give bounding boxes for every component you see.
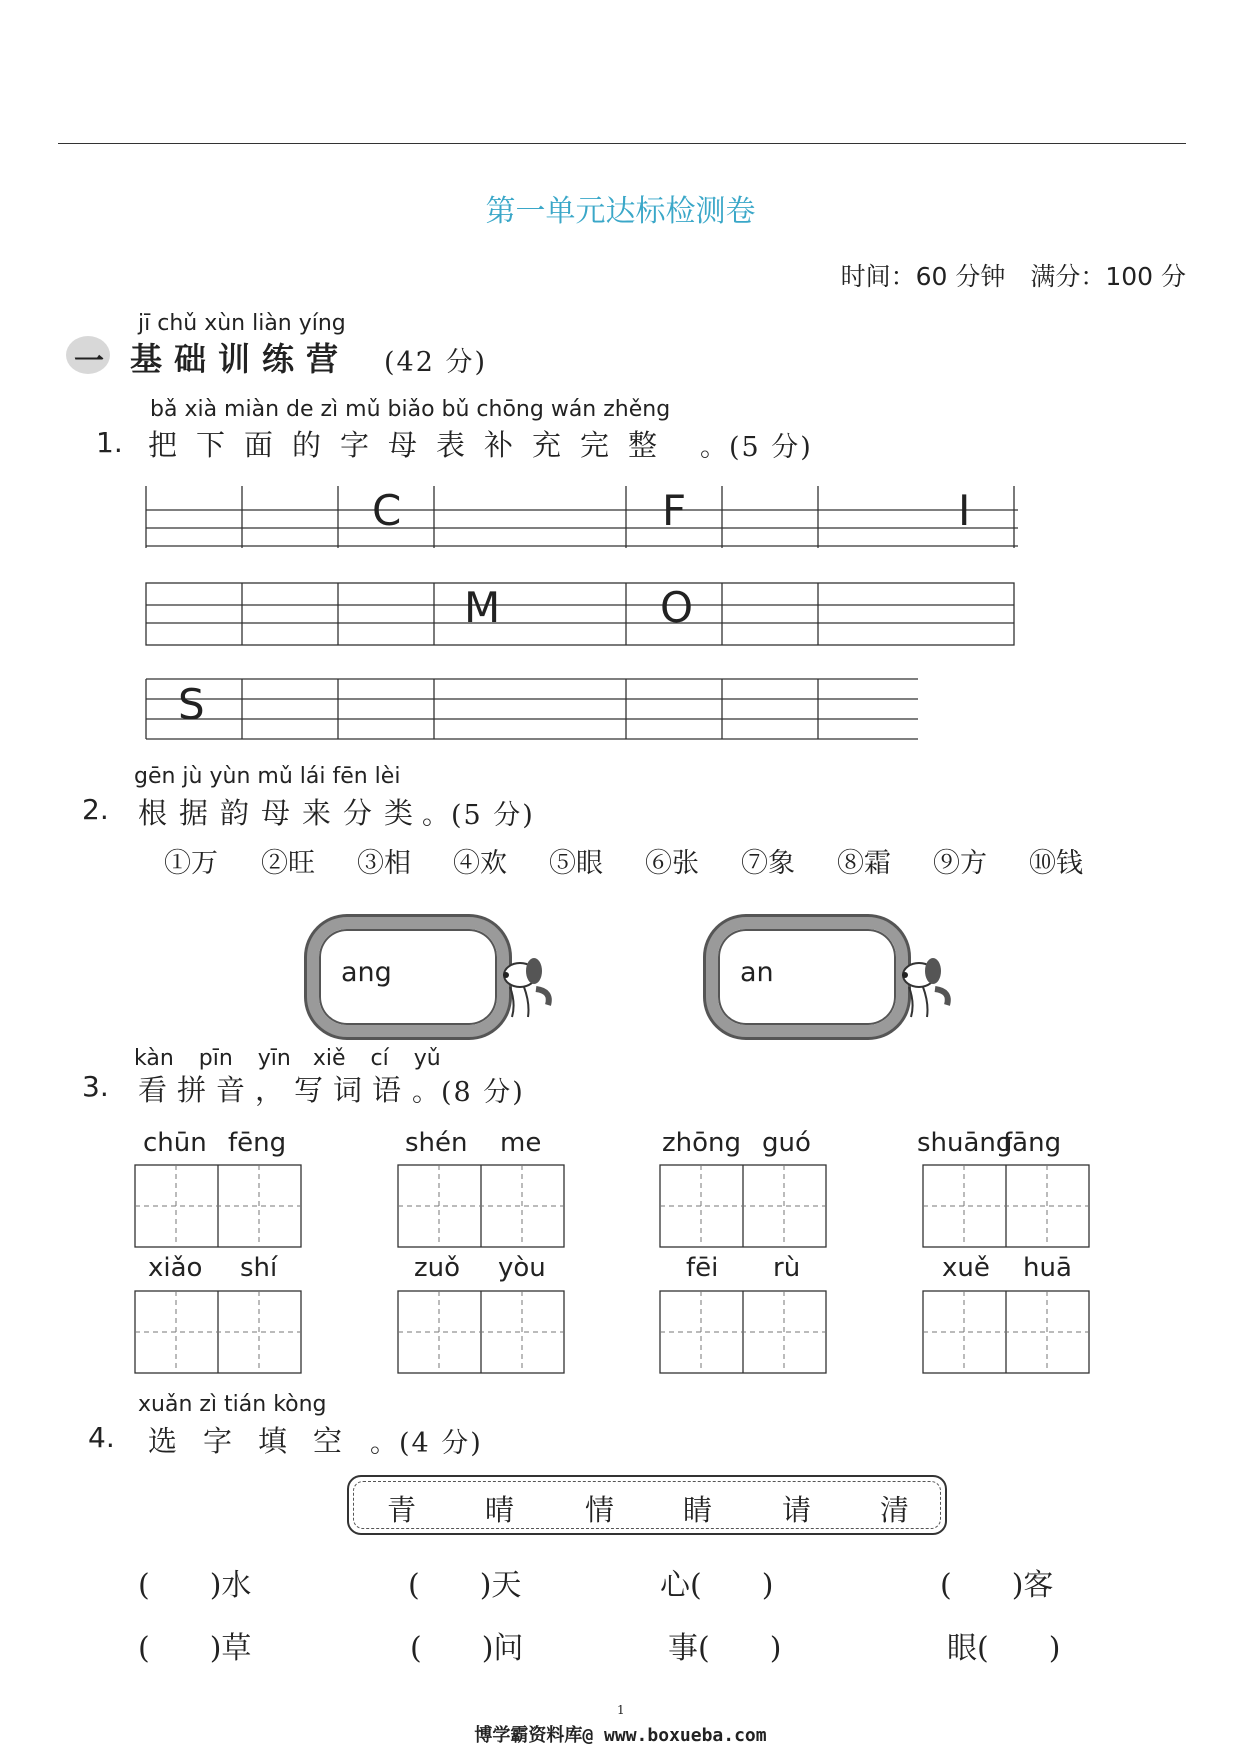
ang-label: ang [341,957,392,988]
q1-score: 。(5 分) [700,432,813,463]
letter-c: C [372,486,402,535]
q3-word3-py2: guó [762,1128,811,1158]
q3-word4-py1: shuāng [917,1128,1013,1158]
q3-word8-py2: huā [1023,1253,1072,1283]
option-4[interactable]: 睛 [683,1493,713,1527]
char-choice-box [347,1475,947,1535]
section1-pinyin: jī chǔ xùn liàn yíng [138,311,346,336]
snoopy-icon [885,945,965,1025]
fill-4[interactable]: ( )客 [940,1568,1054,1603]
q4-pinyin: xuǎn zì tián kòng [138,1392,327,1417]
alphabet-grid [140,480,1040,755]
fill-7[interactable]: 事( ) [668,1631,782,1666]
q1-text: 把下面的字母表补充完整 [148,428,677,462]
q2-char-10: ⑩钱 [1029,848,1083,879]
q3-word3-py1: zhōng [662,1128,742,1158]
letter-o: O [660,583,694,632]
fill-6[interactable]: ( )问 [410,1631,524,1666]
option-3[interactable]: 情 [585,1493,615,1527]
an-label: an [740,957,774,988]
q2-char-9: ⑨方 [933,848,987,879]
footer-watermark: 博学霸资料库@ www.boxueba.com [474,1725,767,1746]
letter-i: I [958,486,971,535]
section1-score: (42 分) [384,347,488,378]
page-title: 第一单元达标检测卷 [485,194,756,229]
q2-char-5: ⑤眼 [549,848,603,879]
snoopy-icon [486,945,566,1025]
section1-number: 一 [74,344,104,379]
q3-word1-py2: fēng [228,1128,287,1158]
q3-word7-py1: fēi [686,1253,719,1283]
q2-text: 根据韵母来分类 [138,796,426,830]
fill-3[interactable]: 心( ) [660,1568,774,1603]
q4-score: 。(4 分) [370,1428,483,1459]
letter-s: S [178,680,205,729]
q2-char-2: ②旺 [261,848,315,879]
fill-8[interactable]: 眼( ) [947,1631,1061,1666]
q3-word8-py1: xuě [942,1253,990,1283]
q1-pinyin: bǎ xià miàn de zì mǔ biǎo bǔ chōng wán zhěng [150,397,671,422]
q4-text: 选字填空 [148,1424,369,1458]
q2-char-8: ⑧霜 [837,848,891,879]
q4-number: 4. [88,1421,115,1454]
option-6[interactable]: 清 [880,1493,910,1527]
page-number: 1 [617,1703,625,1717]
q2-char-6: ⑥张 [645,848,699,879]
q3-word6-py2: yòu [498,1253,546,1283]
q3-word6-py1: zuǒ [414,1253,461,1283]
q3-score: 。(8 分) [412,1077,525,1108]
q2-char-3: ③相 [357,848,411,879]
q3-word2-py1: shén [405,1128,468,1158]
tianzige-grid [130,1160,1110,1380]
q3-word1-py1: chūn [143,1128,207,1158]
fill-5[interactable]: ( )草 [138,1631,252,1666]
option-2[interactable]: 晴 [485,1493,515,1527]
q3-word5-py1: xiǎo [148,1253,203,1283]
ang-box[interactable] [307,917,509,1037]
q2-pinyin: gēn jù yùn mǔ lái fēn lèi [134,764,401,789]
q2-number: 2. [82,793,109,826]
q3-pinyin: kàn pīn yīn xiě cí yǔ [134,1046,441,1071]
q1-number: 1. [96,426,123,459]
an-box[interactable] [706,917,908,1037]
q3-word5-py2: shí [240,1253,278,1283]
option-5[interactable]: 请 [782,1493,812,1527]
q2-char-4: ④欢 [453,848,507,879]
exam-meta: 时间：60 分钟 满分：100 分 [840,262,1186,291]
section1-title: 基础训练营 [130,340,351,378]
option-1[interactable]: 青 [387,1493,417,1527]
letter-m: M [464,583,501,632]
q3-text: 看拼音，写词语 [138,1073,412,1107]
q3-word2-py2: me [500,1128,542,1158]
q3-number: 3. [82,1070,109,1103]
q3-word4-py2: fāng [1003,1128,1062,1158]
q2-char-1: ①万 [164,848,218,879]
q2-score: 。(5 分) [422,800,535,831]
fill-2[interactable]: ( )天 [408,1568,522,1603]
fill-1[interactable]: ( )水 [138,1568,252,1603]
header-rule [58,143,1186,144]
letter-f: F [662,486,687,535]
q2-char-7: ⑦象 [741,848,795,879]
q3-word7-py2: rù [773,1253,801,1283]
